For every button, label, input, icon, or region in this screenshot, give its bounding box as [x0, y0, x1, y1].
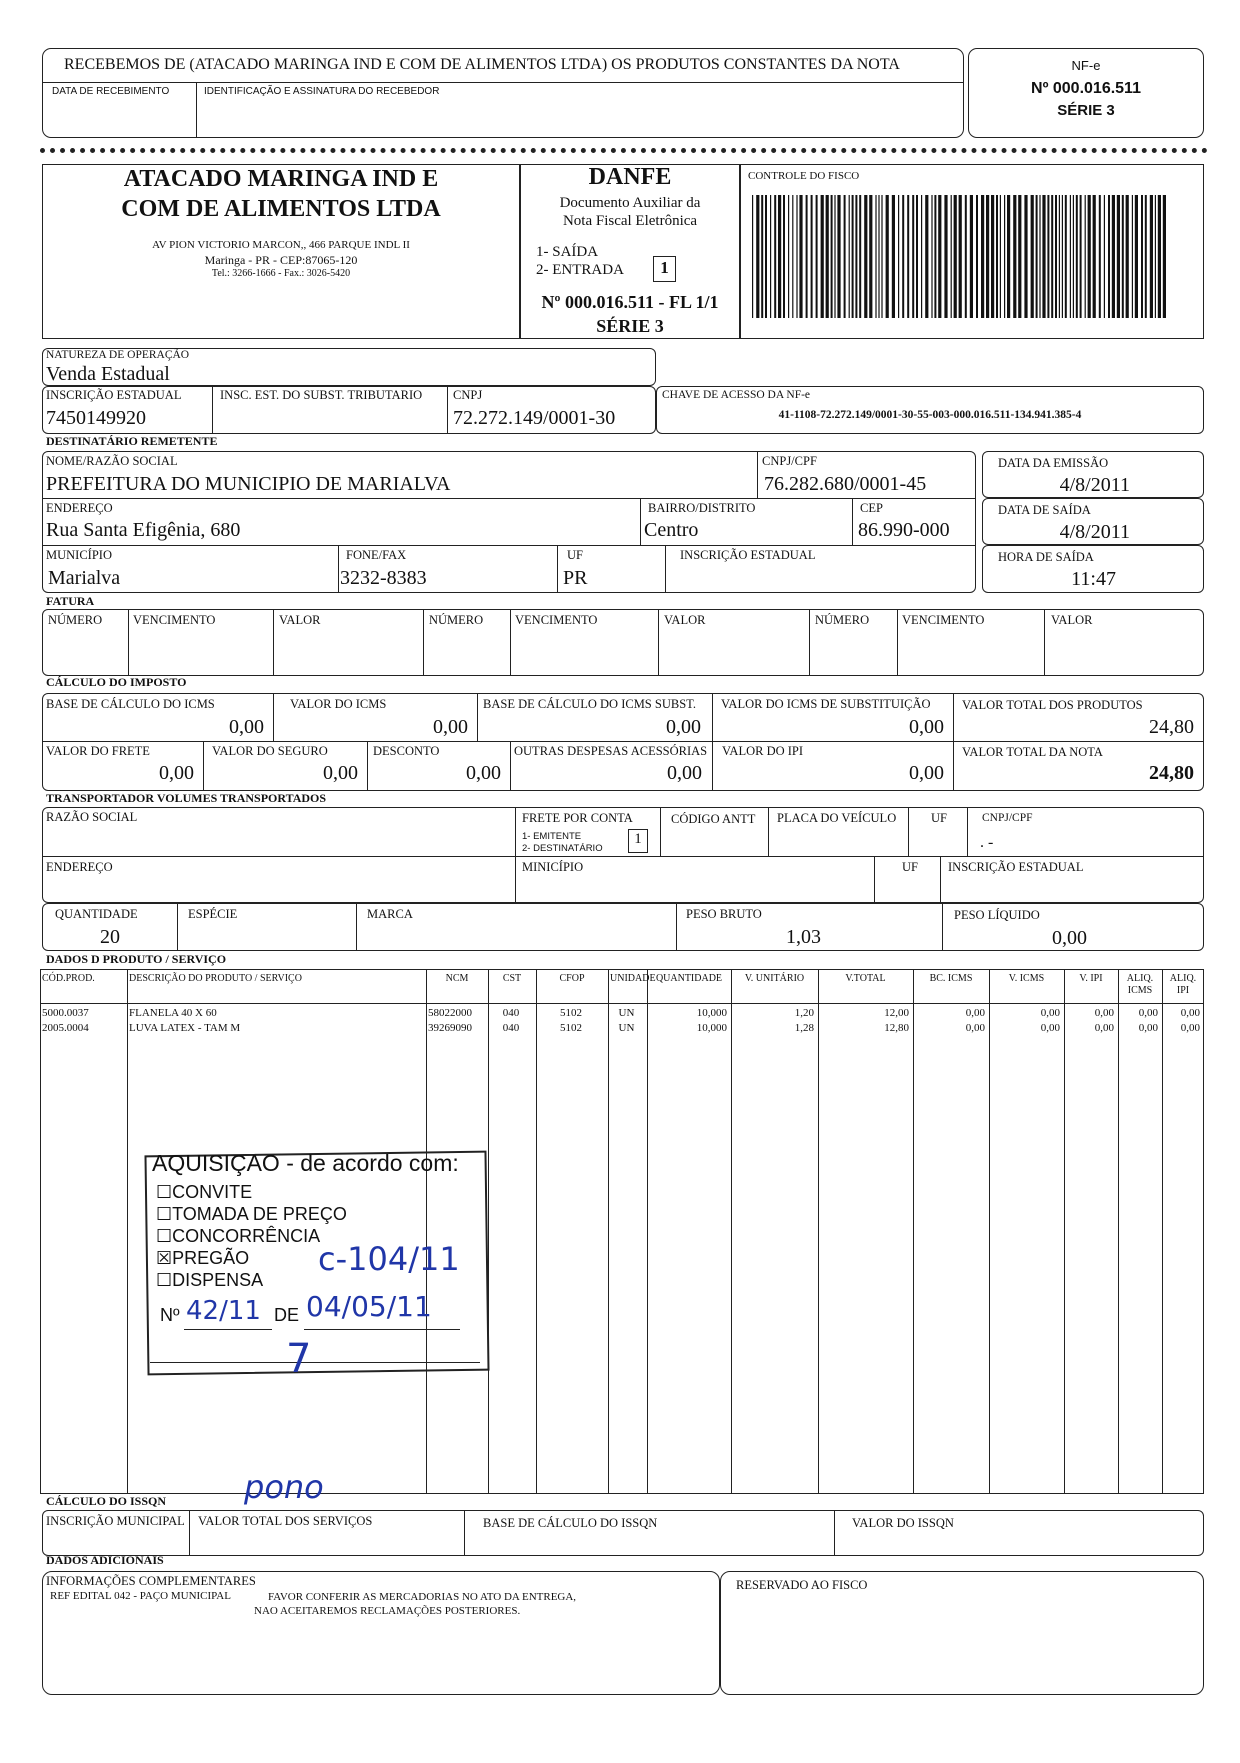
seguro-label: VALOR DO SEGURO [212, 744, 328, 758]
produtos-col-divider [1064, 969, 1065, 1494]
emitente-nome-1: ATACADO MARINGA IND E [123, 166, 439, 192]
controle-fisco-label: CONTROLE DO FISCO [748, 170, 860, 182]
produtos-cell: 0,00 [1040, 1022, 1060, 1034]
dest-endereco-label: ENDEREÇO [46, 501, 113, 515]
canhoto-numero: Nº 000.016.511 [1031, 80, 1141, 97]
imposto-section: CÁLCULO DO IMPOSTO [46, 675, 187, 689]
stamp-num-handwritten: 42/11 [186, 1296, 261, 1326]
barcode-bar [1132, 195, 1133, 318]
antt-label: CÓDIGO ANTT [671, 812, 756, 826]
fatura-vencimento-3: VENCIMENTO [902, 613, 985, 627]
fatura-numero-2: NÚMERO [429, 613, 484, 627]
produtos-cell: 5000.0037 [42, 1007, 89, 1019]
icms-subst: 0,00 [909, 716, 944, 738]
barcode-bar [806, 195, 808, 318]
produtos-header-cell: CFOP [559, 973, 585, 984]
produtos-col-divider [731, 969, 732, 1494]
barcode-bar [1073, 195, 1074, 318]
barcode-bar [1013, 195, 1016, 318]
valor-icms: 0,00 [433, 716, 468, 738]
stamp-num-label: Nº [160, 1305, 180, 1325]
ie-st-label: INSC. EST. DO SUBST. TRIBUTARIO [220, 388, 423, 402]
fatura-valor-2: VALOR [664, 613, 706, 627]
fatura-numero-1: NÚMERO [48, 613, 103, 627]
produtos-col-divider [536, 969, 537, 1494]
danfe-numero: Nº 000.016.511 - FL 1/1 [541, 292, 719, 312]
produtos-cell: 12,80 [884, 1022, 909, 1034]
barcode-bar [1018, 195, 1021, 318]
frete-conta-label: FRETE POR CONTA [522, 811, 633, 825]
produtos-cell: 12,00 [884, 1007, 909, 1019]
dest-municipio: Marialva [48, 567, 121, 589]
emitente-nome-2: COM DE ALIMENTOS LTDA [121, 196, 441, 222]
barcode-bar [1145, 195, 1147, 318]
info-aviso-1: FAVOR CONFERIR AS MERCADORIAS NO ATO DA ENTREGA, [268, 1591, 577, 1603]
barcode-bar [1158, 195, 1161, 318]
barcode-bar [788, 195, 789, 318]
barcode-bar [821, 195, 824, 318]
barcode-bar [1155, 195, 1156, 318]
frete-valor: 1 [634, 831, 642, 847]
produtos-col-divider [1162, 969, 1163, 1494]
barcode-bar [976, 195, 978, 318]
barcode-bar [1036, 195, 1038, 318]
produtos-col-divider [608, 969, 609, 1494]
danfe-titulo: DANFE [588, 164, 672, 190]
fatura-box [42, 609, 1204, 676]
barcode-bar [852, 195, 854, 318]
barcode-bar [925, 195, 928, 318]
barcode-bar [811, 195, 813, 318]
dest-cep-label: CEP [860, 501, 883, 515]
barcode-bar [954, 195, 957, 318]
canhoto-serie: SÉRIE 3 [1057, 102, 1115, 119]
barcode-bar [1112, 195, 1115, 318]
barcode-bar [1059, 195, 1060, 318]
emitente-telefone: Tel.: 3266-1666 - Fax.: 3026-5420 [211, 268, 351, 279]
desconto: 0,00 [466, 762, 501, 784]
fatura-valor-3: VALOR [1051, 613, 1093, 627]
barcode [752, 195, 1172, 318]
base-icms-label: BASE DE CÁLCULO DO ICMS [46, 697, 215, 711]
barcode-bar [1135, 195, 1138, 318]
barcode-bar [1088, 195, 1091, 318]
produtos-col-divider [989, 969, 990, 1494]
barcode-bar [752, 195, 753, 318]
adicionais-section: DADOS ADICIONAIS [46, 1553, 164, 1567]
produtos-col-divider [647, 969, 648, 1494]
info-aviso-2: NAO ACEITAREMOS RECLAMAÇÕES POSTERIORES. [254, 1605, 521, 1617]
barcode-bar [1080, 195, 1082, 318]
barcode-bar [931, 195, 932, 318]
danfe-sub1: Documento Auxiliar da [559, 195, 701, 211]
barcode-bar [898, 195, 899, 318]
dest-fone: 3232-8383 [340, 567, 427, 589]
peso-bruto-label: PESO BRUTO [686, 907, 762, 921]
fatura-section: FATURA [46, 594, 95, 608]
barcode-bar [770, 195, 771, 318]
barcode-bar [934, 195, 936, 318]
frete-emitente: 1- EMITENTE [522, 831, 582, 842]
stamp-signature: 7 [286, 1336, 312, 1382]
barcode-bar [826, 195, 829, 318]
barcode-bar [1039, 195, 1040, 318]
barcode-bar [970, 195, 973, 318]
barcode-bar [796, 195, 797, 318]
barcode-bar [1024, 195, 1027, 318]
barcode-bar [959, 195, 962, 318]
barcode-bar [837, 195, 840, 318]
emissao-label: DATA DA EMISSÃO [998, 456, 1109, 470]
barcode-bar [756, 195, 759, 318]
barcode-bar [799, 195, 802, 318]
stamp-option: ☐TOMADA DE PREÇO [156, 1204, 347, 1224]
barcode-bar [878, 195, 879, 318]
produtos-col-divider [818, 969, 819, 1494]
barcode-bar [783, 195, 785, 318]
barcode-bar [855, 195, 857, 318]
barcode-bar [944, 195, 947, 318]
total-nota: 24,80 [1149, 762, 1194, 784]
produtos-header-cell: QUANTIDADE [655, 973, 723, 984]
ipi-label: VALOR DO IPI [722, 744, 804, 758]
total-nota-label: VALOR TOTAL DA NOTA [962, 745, 1103, 759]
frete-label: VALOR DO FRETE [46, 744, 150, 758]
frete: 0,00 [159, 762, 194, 784]
valor-icms-label: VALOR DO ICMS [290, 697, 387, 711]
barcode-bar [1042, 195, 1045, 318]
produtos-cell: 58022000 [428, 1007, 472, 1019]
produtos-col-divider [488, 969, 489, 1494]
fatura-vencimento-2: VENCIMENTO [515, 613, 598, 627]
barcode-bar [1085, 195, 1086, 318]
barcode-bar [1047, 195, 1049, 318]
barcode-bar [1076, 195, 1078, 318]
produtos-header-cell: V.TOTAL [845, 973, 886, 984]
barcode-bar [886, 195, 889, 318]
fatura-valor-1: VALOR [279, 613, 321, 627]
transp-endereco-label: ENDEREÇO [46, 860, 113, 874]
canhoto-recebemos: RECEBEMOS DE (ATACADO MARINGA IND E COM DE ALIMENTOS LTDA) OS PRODUTOS CONSTANTES DA NOTA [64, 56, 900, 73]
dest-cep: 86.990-000 [858, 519, 950, 541]
dest-cnpj-label: CNPJ/CPF [762, 454, 817, 468]
barcode-bar [869, 195, 872, 318]
barcode-bar [892, 195, 895, 318]
produtos-header-cell: V. ICMS [1008, 973, 1045, 984]
transp-ie-label: INSCRIÇÃO ESTADUAL [948, 860, 1084, 874]
produtos-col-divider [127, 969, 128, 1494]
hora-label: HORA DE SAÍDA [998, 550, 1094, 564]
barcode-bar [1104, 195, 1105, 318]
total-produtos-label: VALOR TOTAL DOS PRODUTOS [962, 698, 1143, 712]
base-subst: 0,00 [666, 716, 701, 738]
dest-bairro: Centro [644, 519, 699, 541]
outras-label: OUTRAS DESPESAS ACESSÓRIAS [514, 744, 708, 758]
barcode-bar [1150, 195, 1153, 318]
issqn-servicos-label: VALOR TOTAL DOS SERVIÇOS [198, 1514, 373, 1528]
dest-nome: PREFEITURA DO MUNICIPIO DE MARIALVA [46, 473, 451, 495]
icms-subst-label: VALOR DO ICMS DE SUBSTITUIÇÃO [721, 697, 931, 711]
saida-label: DATA DE SAÍDA [998, 503, 1091, 517]
produtos-header-cell: BC. ICMS [929, 973, 973, 984]
issqn-im-label: INSCRIÇÃO MUNICIPAL [46, 1514, 185, 1528]
stamp-option: ☐DISPENSA [156, 1270, 264, 1290]
transp-municipio-label: MINICÍPIO [522, 860, 584, 874]
produtos-cell: 39269090 [428, 1022, 472, 1034]
barcode-bar [1065, 195, 1067, 318]
barcode-bar [792, 195, 793, 318]
frete-destinatario: 2- DESTINATÁRIO [522, 843, 603, 854]
chave-label: CHAVE DE ACESSO DA NF-e [662, 389, 811, 401]
produtos-cell: 1,28 [794, 1022, 814, 1034]
especie-label: ESPÉCIE [188, 907, 238, 921]
barcode-bar [981, 195, 984, 318]
base-subst-label: BASE DE CÁLCULO DO ICMS SUBST. [483, 697, 696, 711]
hora-value: 11:47 [1071, 568, 1116, 590]
produtos-header-cell: UNIDADE [610, 973, 656, 984]
barcode-bar [778, 195, 781, 318]
barcode-bar [1070, 195, 1071, 318]
barcode-bar [761, 195, 763, 318]
barcode-bar [1031, 195, 1034, 318]
dest-uf-label: UF [567, 548, 583, 562]
danfe-sub2: Nota Fiscal Eletrônica [562, 213, 698, 229]
barcode-bar [951, 195, 952, 318]
cut-line [40, 148, 1208, 153]
danfe-tipo: 1 [660, 258, 669, 277]
produtos-cell: 5102 [560, 1007, 582, 1019]
barcode-bar [831, 195, 833, 318]
stamp-option: ☒PREGÃO [156, 1248, 250, 1268]
barcode-bar [907, 195, 909, 318]
issqn-valor-label: VALOR DO ISSQN [852, 1516, 954, 1530]
produtos-cell: 0,00 [1180, 1007, 1200, 1019]
peso-bruto: 1,03 [786, 926, 821, 948]
dest-endereco: Rua Santa Efigênia, 680 [46, 519, 241, 541]
produtos-cell: 5102 [560, 1022, 582, 1034]
produtos-col-divider [1118, 969, 1119, 1494]
barcode-bar [938, 195, 941, 318]
produtos-cell: 0,00 [965, 1007, 985, 1019]
produtos-cell: 0,00 [1138, 1022, 1158, 1034]
produtos-header-cell: V. IPI [1079, 973, 1103, 984]
barcode-bar [844, 195, 846, 318]
barcode-bar [834, 195, 835, 318]
barcode-bar [1004, 195, 1005, 318]
outras: 0,00 [667, 762, 702, 784]
barcode-bar [1007, 195, 1010, 318]
produtos-header-cell: NCM [445, 973, 469, 984]
barcode-bar [921, 195, 922, 318]
produtos-header-cell: DESCRIÇÃO DO PRODUTO / SERVIÇO [129, 973, 302, 984]
barcode-bar [881, 195, 882, 318]
peso-liquido: 0,00 [1052, 927, 1087, 949]
danfe-saida: 1- SAÍDA [536, 244, 599, 260]
barcode-bar [916, 195, 918, 318]
issqn-base-label: BASE DE CÁLCULO DO ISSQN [483, 1516, 658, 1530]
barcode-bar [816, 195, 818, 318]
barcode-bar [875, 195, 876, 318]
dest-nome-label: NOME/RAZÃO SOCIAL [46, 454, 178, 468]
base-icms: 0,00 [229, 716, 264, 738]
barcode-bar [996, 195, 998, 318]
data-recebimento-label: DATA DE RECEBIMENTO [52, 86, 170, 97]
dest-fone-label: FONE/FAX [346, 548, 407, 562]
dest-municipio-label: MUNICÍPIO [46, 548, 112, 562]
stamp-pregao-handwritten: c-104/11 [318, 1240, 460, 1278]
produtos-header-cell: CST [502, 973, 522, 984]
issqn-section: CÁLCULO DO ISSQN [46, 1494, 167, 1508]
transp-uf2-label: UF [902, 860, 918, 874]
stamp-title: AQUISIÇAO - de acordo com: [152, 1150, 459, 1176]
stamp-date-handwritten: 04/05/11 [306, 1290, 432, 1323]
produtos-cell: LUVA LATEX - TAM M [129, 1022, 241, 1034]
barcode-bar [774, 195, 776, 318]
barcode-bar [902, 195, 904, 318]
natureza-label: NATUREZA DE OPERAÇÃO [46, 349, 190, 361]
produtos-cell: 2005.0004 [42, 1022, 89, 1034]
barcode-bar [1099, 195, 1101, 318]
saida-value: 4/8/2011 [1059, 521, 1130, 543]
cnpj-value: 72.272.149/0001-30 [453, 407, 616, 429]
produtos-header-cell: ALIQ. ICMS [1126, 973, 1154, 996]
produtos-cell: 0,00 [1094, 1022, 1114, 1034]
emitente-endereco: AV PION VICTORIO MARCON,, 466 PARQUE INDL II [152, 239, 410, 251]
handwritten-rubrica: pono [244, 1468, 324, 1506]
barcode-bar [1141, 195, 1143, 318]
identificacao-label: IDENTIFICAÇÃO E ASSINATURA DO RECEBEDOR [204, 86, 440, 97]
placa-label: PLACA DO VEÍCULO [777, 811, 897, 825]
produtos-cell: 0,00 [1094, 1007, 1114, 1019]
produtos-cell: 0,00 [1040, 1007, 1060, 1019]
barcode-bar [1117, 195, 1120, 318]
danfe-entrada: 2- ENTRADA [536, 262, 624, 278]
ie-value: 7450149920 [46, 407, 146, 429]
produtos-cell: 0,00 [1180, 1022, 1200, 1034]
produtos-header-cell: CÓD.PROD. [42, 973, 95, 984]
barcode-bar [1093, 195, 1096, 318]
info-ref: REF EDITAL 042 - PAÇO MUNICIPAL [50, 1590, 231, 1602]
emitente-cidade: Maringa - PR - CEP:87065-120 [204, 253, 358, 267]
marca-label: MARCA [367, 907, 413, 921]
desconto-label: DESCONTO [373, 744, 440, 758]
danfe-serie: SÉRIE 3 [596, 316, 664, 336]
barcode-bar [986, 195, 989, 318]
barcode-bar [864, 195, 867, 318]
barcode-bar [1108, 195, 1110, 318]
barcode-bar [765, 195, 767, 318]
produtos-col-divider [913, 969, 914, 1494]
canhoto-nfe-label: NF-e [1071, 58, 1101, 73]
dest-uf: PR [563, 567, 588, 589]
seguro: 0,00 [323, 762, 358, 784]
reservado-label: RESERVADO AO FISCO [736, 1578, 868, 1592]
barcode-bar [912, 195, 914, 318]
produtos-section: DADOS D PRODUTO / SERVIÇO [46, 952, 227, 966]
stamp-option: ☐CONCORRÊNCIA [156, 1226, 321, 1246]
stamp-de-label: DE [274, 1305, 300, 1325]
destinatario-section: DESTINATÁRIO REMETENTE [46, 434, 218, 448]
produtos-cell: UN [618, 1007, 635, 1019]
produtos-cell: 040 [502, 1022, 520, 1034]
barcode-bar [1062, 195, 1063, 318]
total-produtos: 24,80 [1149, 716, 1194, 738]
barcode-bar [1000, 195, 1001, 318]
info-label: INFORMAÇÕES COMPLEMENTARES [46, 1574, 256, 1588]
produtos-cell: 10,000 [696, 1007, 727, 1019]
barcode-bar [859, 195, 861, 318]
transp-razao-label: RAZÃO SOCIAL [46, 810, 138, 824]
quantidade-label: QUANTIDADE [55, 907, 138, 921]
produtos-cell: UN [618, 1022, 635, 1034]
cnpj-label: CNPJ [453, 388, 483, 402]
dest-cnpj: 76.282.680/0001-45 [764, 473, 927, 495]
produtos-cell: FLANELA 40 X 60 [129, 1007, 217, 1019]
transportador-section: TRANSPORTADOR VOLUMES TRANSPORTADOS [46, 791, 327, 805]
quantidade-value: 20 [100, 926, 120, 948]
barcode-bar [849, 195, 850, 318]
transp-uf-label: UF [931, 811, 947, 825]
transp-cnpj-label: CNPJ/CPF [982, 812, 1033, 824]
ipi: 0,00 [909, 762, 944, 784]
produtos-cell: 10,000 [696, 1022, 727, 1034]
chave-value: 41-1108-72.272.149/0001-30-55-003-000.016.511-134.941.385-4 [778, 409, 1082, 421]
barcode-bar [991, 195, 994, 318]
produtos-cell: 0,00 [1138, 1007, 1158, 1019]
produtos-header-cell: ALIQ. IPI [1169, 973, 1197, 996]
fatura-numero-3: NÚMERO [815, 613, 870, 627]
barcode-bar [1126, 195, 1129, 318]
fatura-vencimento-1: VENCIMENTO [133, 613, 216, 627]
barcode-bar [1163, 195, 1166, 318]
dest-ie-label: INSCRIÇÃO ESTADUAL [680, 548, 816, 562]
stamp-option: ☐CONVITE [156, 1182, 253, 1202]
barcode-bar [1051, 195, 1053, 318]
transp-cnpj: . - [980, 834, 994, 851]
produtos-cell: 0,00 [965, 1022, 985, 1034]
natureza-value: Venda Estadual [46, 363, 170, 385]
ie-label: INSCRIÇÃO ESTADUAL [46, 388, 182, 402]
peso-liquido-label: PESO LÍQUIDO [954, 908, 1040, 922]
produtos-cell: 1,20 [794, 1007, 814, 1019]
emissao-value: 4/8/2011 [1059, 474, 1130, 496]
dest-bairro-label: BAIRRO/DISTRITO [648, 501, 756, 515]
barcode-bar [1122, 195, 1124, 318]
produtos-cell: 040 [502, 1007, 520, 1019]
produtos-header-cell: V. UNITÁRIO [744, 973, 805, 984]
barcode-bar [965, 195, 967, 318]
barcode-bar [1055, 195, 1057, 318]
